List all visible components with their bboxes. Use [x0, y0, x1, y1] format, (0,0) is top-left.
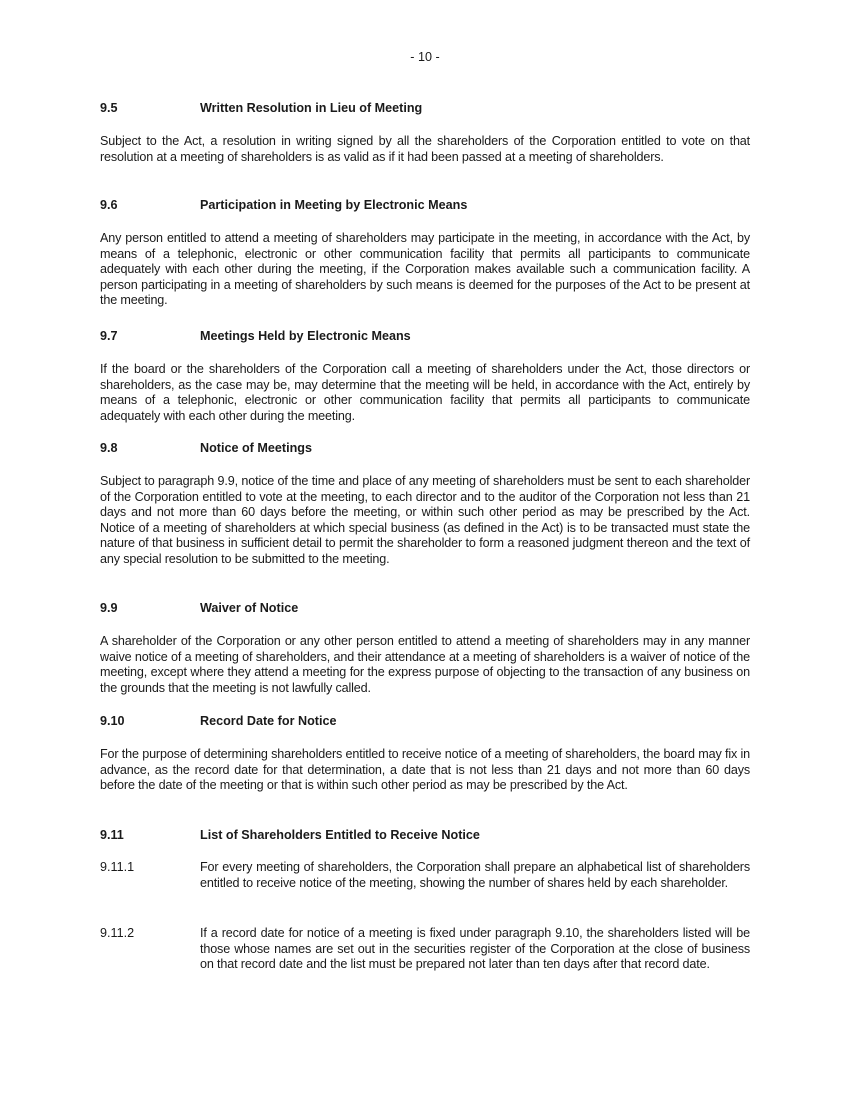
subsection-9-11-2 — [100, 926, 750, 973]
section-title: Waiver of Notice — [200, 601, 299, 615]
section-title: Written Resolution in Lieu of Meeting — [200, 101, 423, 115]
section-text: Subject to the Act, a resolution in writing signed by all the shareholders of the Corporation entitled to vote on that resolution at a meeting of shareholders is as valid as if it had been passed at a meeting of shareholders. — [100, 134, 750, 164]
section-9-5 — [100, 100, 750, 165]
section-9-8 — [100, 440, 750, 567]
section-title: Participation in Meeting by Electronic Means — [200, 198, 468, 212]
section-title: Notice of Meetings — [200, 441, 312, 455]
page-number: - 10 - — [410, 50, 440, 64]
section-9-7 — [100, 328, 750, 424]
section-number: 9.7 — [100, 329, 118, 343]
section-title: List of Shareholders Entitled to Receive Notice — [200, 828, 480, 842]
subsection-text: If a record date for notice of a meeting is fixed under paragraph 9.10, the shareholders listed will be those whose names are set out in the securities register of the Corporation at the close of business on that record date and the list must be prepared not later than ten days after that record date. — [200, 926, 750, 971]
section-text: For the purpose of determining shareholders entitled to receive notice of a meeting of shareholders, the board may fix in advance, as the record date for that determination, a date that is not less than 21 days and not more than 60 days before the date of the meeting or that is within such other period as may be prescribed by the Act. — [100, 747, 750, 792]
section-text: Subject to paragraph 9.9, notice of the time and place of any meeting of shareholders must be sent to each shareholder of the Corporation entitled to vote at the meeting, to each director and to the auditor of the Corporation not less than 21 days and not more than 60 days before the meeting, or within such other period as may be prescribed by the Act. Notice of a meeting of shareholders at which special business (as defined in the Act) is to be transacted must state the nature of that business in sufficient detail to permit the shareholder to form a reasoned judgment thereon and the text of any special resolution to be submitted to the meeting. — [100, 474, 750, 566]
subsection-number: 9.11.2 — [100, 926, 135, 940]
section-9-6 — [100, 197, 750, 309]
section-text: A shareholder of the Corporation or any other person entitled to attend a meeting of shareholders may in any manner waive notice of a meeting of shareholders, and their attendance at a meeting of shareholders is a waiver of notice of the meeting, except where they attend a meeting for the express purpose of objecting to the transaction of any business on the grounds that the meeting is not lawfully called. — [100, 634, 750, 695]
section-number: 9.10 — [100, 714, 125, 728]
section-text: Any person entitled to attend a meeting of shareholders may participate in the meeting, in accordance with the Act, by means of a telephonic, electronic or other communication facility that permits all participants to communicate adequately with each other during the meeting, if the Corporation makes available such a communication facility. A person participating in a meeting of shareholders by such means is deemed for the purposes of the Act to be present at the meeting. — [100, 231, 750, 307]
section-9-11 — [100, 827, 750, 843]
section-9-9 — [100, 600, 750, 696]
section-title: Record Date for Notice — [200, 714, 337, 728]
subsection-9-11-1 — [100, 860, 750, 891]
subsection-number: 9.11.1 — [100, 860, 135, 874]
section-number: 9.6 — [100, 198, 118, 212]
section-9-10 — [100, 713, 750, 794]
section-text: If the board or the shareholders of the Corporation call a meeting of shareholders under the Act, those directors or shareholders, as the case may be, may determine that the meeting will be held, in accordance with the Act, entirely by means of a telephonic, electronic or other communication facility that permits all participants to communicate adequately with each other during the meeting. — [100, 362, 750, 423]
section-number: 9.11 — [100, 828, 124, 842]
section-number: 9.9 — [100, 601, 118, 615]
section-number: 9.5 — [100, 101, 118, 115]
section-number: 9.8 — [100, 441, 118, 455]
section-title: Meetings Held by Electronic Means — [200, 329, 411, 343]
subsection-text: For every meeting of shareholders, the Corporation shall prepare an alphabetical list of shareholders entitled to receive notice of the meeting, showing the number of shares held by each shareholder. — [200, 860, 750, 890]
